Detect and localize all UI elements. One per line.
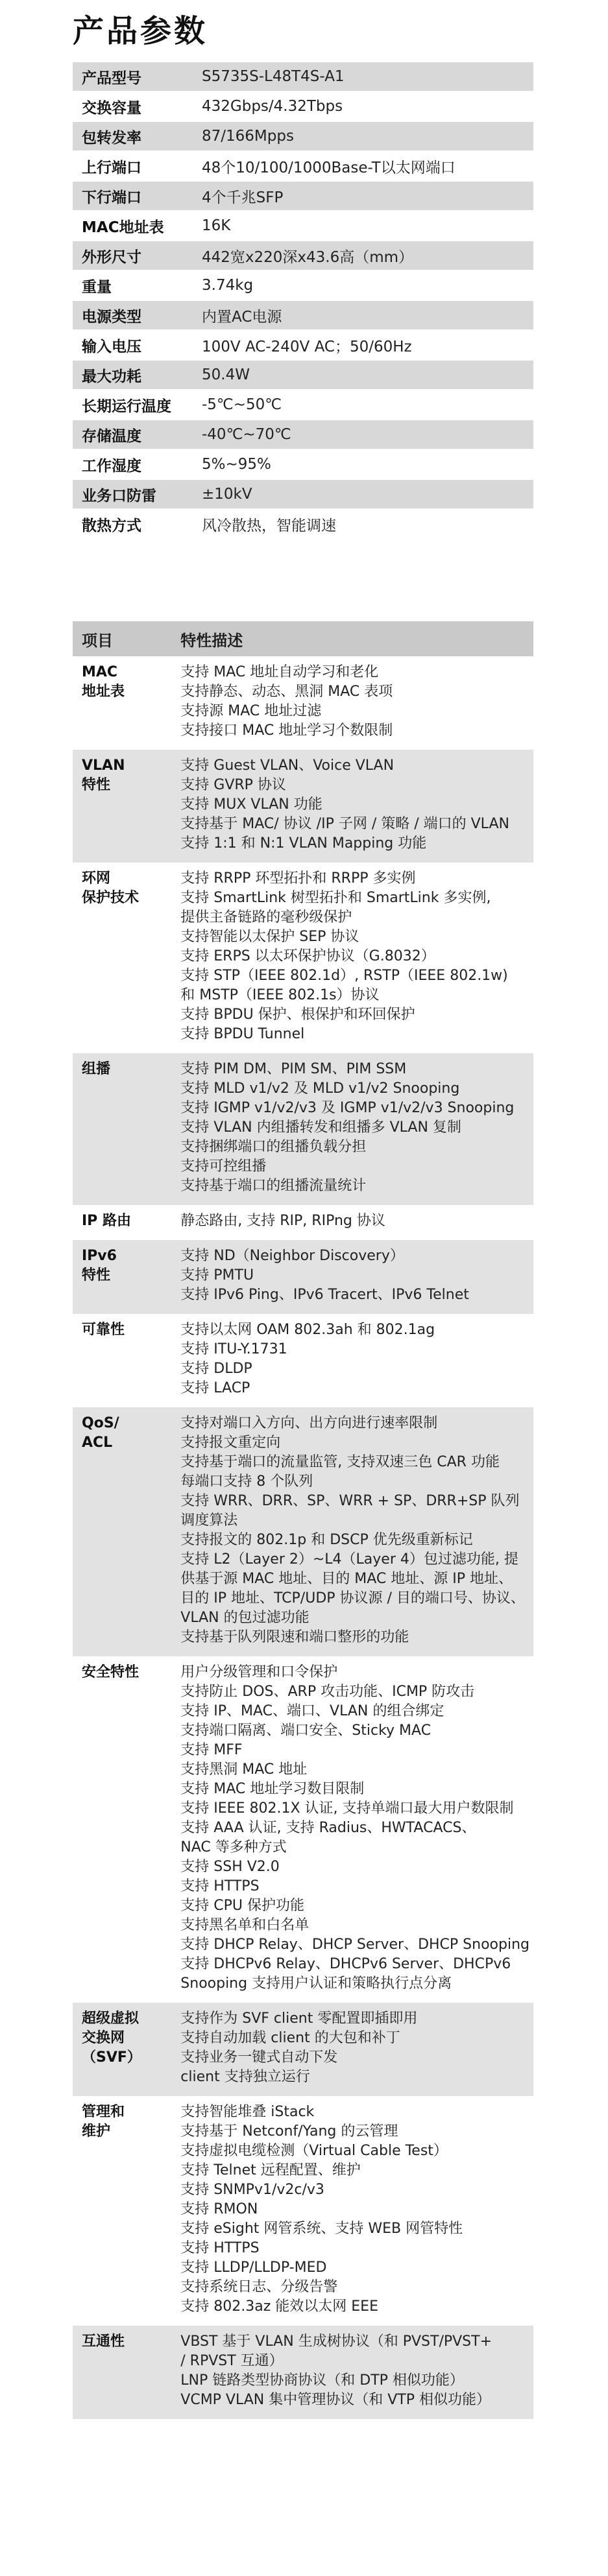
spec-value: 48个10/100/1000Base-T以太网端口 xyxy=(182,151,533,181)
spec-label: 最大功耗 xyxy=(73,360,182,390)
spec-value: 16K xyxy=(182,211,533,241)
feature-line: 支持 VLAN 内组播转发和组播多 VLAN 复制 xyxy=(180,1119,461,1136)
spec-row xyxy=(73,241,533,270)
feature-name-line: 特性 xyxy=(82,777,111,793)
feature-line: 目的 IP 地址、TCP/UDP 协议源 / 目的端口号、协议、 xyxy=(180,1590,525,1606)
feature-name-line: VLAN xyxy=(82,757,125,774)
spec-value: 50.4W xyxy=(182,360,533,390)
feature-line: LNP 链路类型协商协议（和 DTP 相似功能） xyxy=(180,2372,464,2389)
feature-line: 支持 BPDU Tunnel xyxy=(180,1026,305,1042)
spec-label: MAC地址表 xyxy=(73,211,182,241)
feature-line: 和 MSTP（IEEE 802.1s）协议 xyxy=(180,987,380,1003)
spec-value: 内置AC电源 xyxy=(182,300,533,330)
feature-description xyxy=(180,1656,533,2003)
feature-line: 支持 IP、MAC、端口、VLAN 的组合绑定 xyxy=(180,1703,444,1719)
feature-description xyxy=(180,1407,533,1656)
feature-line: 支持 IEEE 802.1X 认证, 支持单端口最大用户数限制 xyxy=(180,1800,514,1817)
spec-label: 工作湿度 xyxy=(73,449,182,479)
feature-name xyxy=(73,656,180,750)
feature-name-line: 保护技术 xyxy=(82,890,140,906)
feature-description xyxy=(180,1205,533,1240)
spec-row xyxy=(73,330,533,360)
feature-name-line: 可靠性 xyxy=(82,1322,125,1338)
feature-line: 支持 MUX VLAN 功能 xyxy=(180,796,322,813)
feature-description xyxy=(180,2003,533,2096)
feature-line: 支持 LACP xyxy=(180,1380,250,1396)
spec-label: 散热方式 xyxy=(73,509,182,538)
spec-value: 风冷散热，智能调速 xyxy=(182,509,533,538)
feature-line: 支持以太网 OAM 802.3ah 和 802.1ag xyxy=(180,1322,435,1338)
spec-label: 电源类型 xyxy=(73,300,182,330)
feature-name xyxy=(73,1407,180,1656)
feature-line: 支持智能堆叠 iStack xyxy=(180,2104,315,2120)
feature-line: 支持 CPU 保护功能 xyxy=(180,1898,304,1914)
feature-description xyxy=(180,863,533,1053)
spec-row xyxy=(73,91,533,121)
feature-name-line: 环网 xyxy=(82,870,111,887)
feature-line: 支持防止 DOS、ARP 攻击功能、ICMP 防攻击 xyxy=(180,1684,475,1700)
spec-row xyxy=(73,390,533,420)
feature-name xyxy=(73,2326,180,2419)
spec-row xyxy=(73,509,533,538)
feature-line: 支持 PIM DM、PIM SM、PIM SSM xyxy=(180,1061,407,1077)
feature-line: 支持静态、动态、黑洞 MAC 表项 xyxy=(180,684,393,700)
feature-line: 支持虚拟电缆检测（Virtual Cable Test） xyxy=(180,2143,448,2159)
feature-line: 静态路由, 支持 RIP, RIPng 协议 xyxy=(180,1213,385,1229)
page-title: 产品参数 xyxy=(73,13,208,49)
feature-line: 支持 SmartLink 树型拓扑和 SmartLink 多实例, xyxy=(180,890,491,906)
spec-value: -40℃~70℃ xyxy=(182,420,533,449)
feature-line: 支持 DHCP Relay、DHCP Server、DHCP Snooping xyxy=(180,1937,529,1953)
feature-row xyxy=(73,1314,533,1407)
spec-row xyxy=(73,121,533,151)
spec-row xyxy=(73,479,533,509)
spec-value: 87/166Mpps xyxy=(182,121,533,151)
feature-row xyxy=(73,750,533,863)
feature-line: 支持 RMON xyxy=(180,2201,258,2217)
feature-line: VCMP VLAN 集中管理协议（和 VTP 相似功能） xyxy=(180,2392,491,2408)
feature-line: 支持端口隔离、端口安全、Sticky MAC xyxy=(180,1723,432,1739)
feature-row xyxy=(73,863,533,1053)
spec-row xyxy=(73,420,533,449)
feature-name-line: 管理和 xyxy=(82,2104,125,2120)
spec-label: 上行端口 xyxy=(73,151,182,181)
feature-line: 支持 HTTPS xyxy=(180,2240,260,2256)
feature-name-line: （SVF） xyxy=(82,2049,141,2066)
feature-line: 支持对端口入方向、出方向进行速率限制 xyxy=(180,1415,438,1431)
spec-row xyxy=(73,211,533,241)
spec-label: 长期运行温度 xyxy=(73,390,182,420)
feature-name xyxy=(73,1656,180,2003)
feature-line: 支持 ITU-Y.1731 xyxy=(180,1341,287,1357)
spec-label: 产品型号 xyxy=(73,62,182,91)
header-description: 特性描述 xyxy=(180,621,533,656)
feature-name-line: ACL xyxy=(82,1435,113,1451)
feature-table-header xyxy=(73,621,533,656)
feature-row xyxy=(73,2096,533,2326)
feature-line: 支持 ND（Neighbor Discovery） xyxy=(180,1248,404,1264)
feature-name xyxy=(73,2003,180,2096)
feature-line: / RPVST 互通） xyxy=(180,2353,284,2369)
spec-value: 5%~95% xyxy=(182,449,533,479)
spec-value: 442宽x220深x43.6高（mm） xyxy=(182,241,533,270)
feature-line: 供基于源 MAC 地址、目的 MAC 地址、源 IP 地址、 xyxy=(180,1571,513,1587)
spec-value: 432Gbps/4.32Tbps xyxy=(182,91,533,121)
feature-line: 支持 HTTPS xyxy=(180,1878,260,1894)
feature-line: 支持 1:1 和 N:1 VLAN Mapping 功能 xyxy=(180,835,427,852)
feature-name-line: QoS/ xyxy=(82,1415,119,1431)
spec-row xyxy=(73,270,533,300)
feature-row xyxy=(73,1656,533,2003)
feature-line: 支持基于端口的组播流量统计 xyxy=(180,1178,367,1194)
feature-line: 支持基于 MAC/ 协议 /IP 子网 / 策略 / 端口的 VLAN xyxy=(180,816,509,832)
feature-line: 支持 GVRP 协议 xyxy=(180,777,286,793)
feature-line: 支持 SNMPv1/v2c/v3 xyxy=(180,2182,324,2198)
feature-line: 支持报文的 802.1p 和 DSCP 优先级重新标记 xyxy=(180,1532,473,1548)
feature-line: NAC 等多种方式 xyxy=(180,1839,287,1855)
feature-name xyxy=(73,1240,180,1314)
spec-row xyxy=(73,449,533,479)
feature-line: 支持 IGMP v1/v2/v3 及 IGMP v1/v2/v3 Snooping xyxy=(180,1100,515,1116)
feature-line: 支持 MAC 地址自动学习和老化 xyxy=(180,664,379,680)
feature-line: 支持 ERPS 以太环保护协议（G.8032） xyxy=(180,948,435,964)
feature-name xyxy=(73,2096,180,2326)
spec-row xyxy=(73,62,533,91)
feature-line: 支持 MLD v1/v2 及 MLD v1/v2 Snooping xyxy=(180,1080,460,1097)
feature-row xyxy=(73,1205,533,1240)
spec-label: 包转发率 xyxy=(73,121,182,151)
feature-name xyxy=(73,750,180,863)
feature-line: 支持 L2（Layer 2）~L4（Layer 4）包过滤功能, 提 xyxy=(180,1551,518,1568)
feature-name-line: 组播 xyxy=(82,1061,111,1077)
feature-line: VBST 基于 VLAN 生成树协议（和 PVST/PVST+ xyxy=(180,2333,492,2350)
spec-value: -5℃~50℃ xyxy=(182,390,533,420)
feature-row xyxy=(73,2326,533,2419)
feature-line: 支持接口 MAC 地址学习个数限制 xyxy=(180,722,393,739)
feature-line: 支持基于队列限速和端口整形的功能 xyxy=(180,1629,409,1645)
feature-line: 用户分级管理和口令保护 xyxy=(180,1664,338,1680)
feature-name-line: 安全特性 xyxy=(82,1664,140,1680)
feature-name xyxy=(73,1205,180,1240)
feature-line: 支持基于端口的流量监管, 支持双速三色 CAR 功能 xyxy=(180,1454,500,1470)
feature-table xyxy=(73,621,533,2419)
spec-label: 业务口防雷 xyxy=(73,479,182,509)
feature-line: VLAN 的包过滤功能 xyxy=(180,1610,310,1626)
feature-name-line: 交换网 xyxy=(82,2030,125,2046)
spec-label: 外形尺寸 xyxy=(73,241,182,270)
feature-line: client 支持独立运行 xyxy=(180,2069,310,2085)
feature-line: 支持 Guest VLAN、Voice VLAN xyxy=(180,757,395,774)
feature-line: 支持源 MAC 地址过滤 xyxy=(180,703,322,719)
feature-description xyxy=(180,1314,533,1407)
feature-line: 支持捆绑端口的组播负载分担 xyxy=(180,1139,367,1155)
spec-row xyxy=(73,300,533,330)
feature-line: 支持 MFF xyxy=(180,1742,243,1758)
spec-value: 3.74kg xyxy=(182,270,533,300)
feature-row xyxy=(73,2003,533,2096)
feature-description xyxy=(180,656,533,750)
feature-line: 支持自动加载 client 的大包和补丁 xyxy=(180,2030,400,2046)
spec-label: 重量 xyxy=(73,270,182,300)
feature-description xyxy=(180,2326,533,2419)
feature-line: 支持 BPDU 保护、根保护和环回保护 xyxy=(180,1007,415,1023)
spec-label: 下行端口 xyxy=(73,181,182,211)
feature-name xyxy=(73,1053,180,1205)
feature-line: 支持系统日志、分级告警 xyxy=(180,2279,338,2295)
spec-label: 存储温度 xyxy=(73,420,182,449)
feature-line: 支持 AAA 认证, 支持 Radius、HWTACACS、 xyxy=(180,1820,476,1836)
spec-value: ±10kV xyxy=(182,479,533,509)
feature-line: 支持 LLDP/LLDP-MED xyxy=(180,2260,327,2276)
feature-name-line: 超级虚拟 xyxy=(82,2010,140,2027)
feature-line: 支持作为 SVF client 零配置即插即用 xyxy=(180,2010,418,2027)
feature-line: 支持 Telnet 远程配置、维护 xyxy=(180,2162,361,2178)
feature-line: 支持智能以太保护 SEP 协议 xyxy=(180,929,359,945)
feature-line: 支持 MAC 地址学习数目限制 xyxy=(180,1781,365,1797)
feature-name-line: 特性 xyxy=(82,1267,111,1283)
feature-line: 支持 IPv6 Ping、IPv6 Tracert、IPv6 Telnet xyxy=(180,1287,469,1303)
feature-name-line: 互通性 xyxy=(82,2333,125,2350)
feature-line: 支持 DHCPv6 Relay、DHCPv6 Server、DHCPv6 xyxy=(180,1956,511,1972)
feature-description xyxy=(180,1240,533,1314)
feature-line: 调度算法 xyxy=(180,1512,238,1529)
feature-line: 支持基于 Netconf/Yang 的云管理 xyxy=(180,2123,398,2140)
feature-row xyxy=(73,656,533,750)
feature-line: 支持 RRPP 环型拓扑和 RRPP 多实例 xyxy=(180,870,416,887)
feature-line: 支持 STP（IEEE 802.1d）, RSTP（IEEE 802.1w) xyxy=(180,968,508,984)
feature-name-line: IPv6 xyxy=(82,1248,117,1264)
feature-line: 每端口支持 8 个队列 xyxy=(180,1473,313,1490)
feature-row xyxy=(73,1240,533,1314)
feature-row xyxy=(73,1407,533,1656)
feature-line: 支持黑名单和白名单 xyxy=(180,1917,310,1933)
feature-name xyxy=(73,1314,180,1407)
feature-line: 支持 PMTU xyxy=(180,1267,254,1283)
feature-line: 提供主备链路的毫秒级保护 xyxy=(180,909,352,925)
feature-description xyxy=(180,1053,533,1205)
feature-name xyxy=(73,863,180,1053)
feature-line: 支持可控组播 xyxy=(180,1158,267,1175)
feature-name-line: 地址表 xyxy=(82,684,125,700)
spec-value: S5735S-L48T4S-A1 xyxy=(182,62,533,91)
spec-table xyxy=(73,61,533,538)
spec-label: 输入电压 xyxy=(73,330,182,360)
feature-name-line: 维护 xyxy=(82,2123,111,2140)
feature-name-line: MAC xyxy=(82,664,118,680)
spec-row xyxy=(73,181,533,211)
feature-line: 支持业务一键式自动下发 xyxy=(180,2049,338,2066)
feature-line: 支持 SSH V2.0 xyxy=(180,1859,280,1875)
feature-line: 支持 802.3az 能效以太网 EEE xyxy=(180,2298,378,2315)
feature-row xyxy=(73,1053,533,1205)
feature-line: 支持报文重定向 xyxy=(180,1435,281,1451)
feature-line: 支持黑洞 MAC 地址 xyxy=(180,1761,308,1778)
feature-line: 支持 DLDP xyxy=(180,1361,252,1377)
feature-description xyxy=(180,750,533,863)
feature-name-line: IP 路由 xyxy=(82,1213,131,1229)
spec-row xyxy=(73,151,533,181)
spec-row xyxy=(73,360,533,390)
feature-line: 支持 eSight 网管系统、支持 WEB 网管特性 xyxy=(180,2221,463,2237)
feature-line: 支持 WRR、DRR、SP、WRR + SP、DRR+SP 队列 xyxy=(180,1493,520,1509)
page-content xyxy=(73,0,533,2419)
feature-line: Snooping 支持用户认证和策略执行点分离 xyxy=(180,1975,452,1992)
feature-description xyxy=(180,2096,533,2326)
spec-value: 4个千兆SFP xyxy=(182,181,533,211)
spec-value: 100V AC-240V AC；50/60Hz xyxy=(182,330,533,360)
header-item: 项目 xyxy=(73,621,180,656)
spec-label: 交换容量 xyxy=(73,91,182,121)
